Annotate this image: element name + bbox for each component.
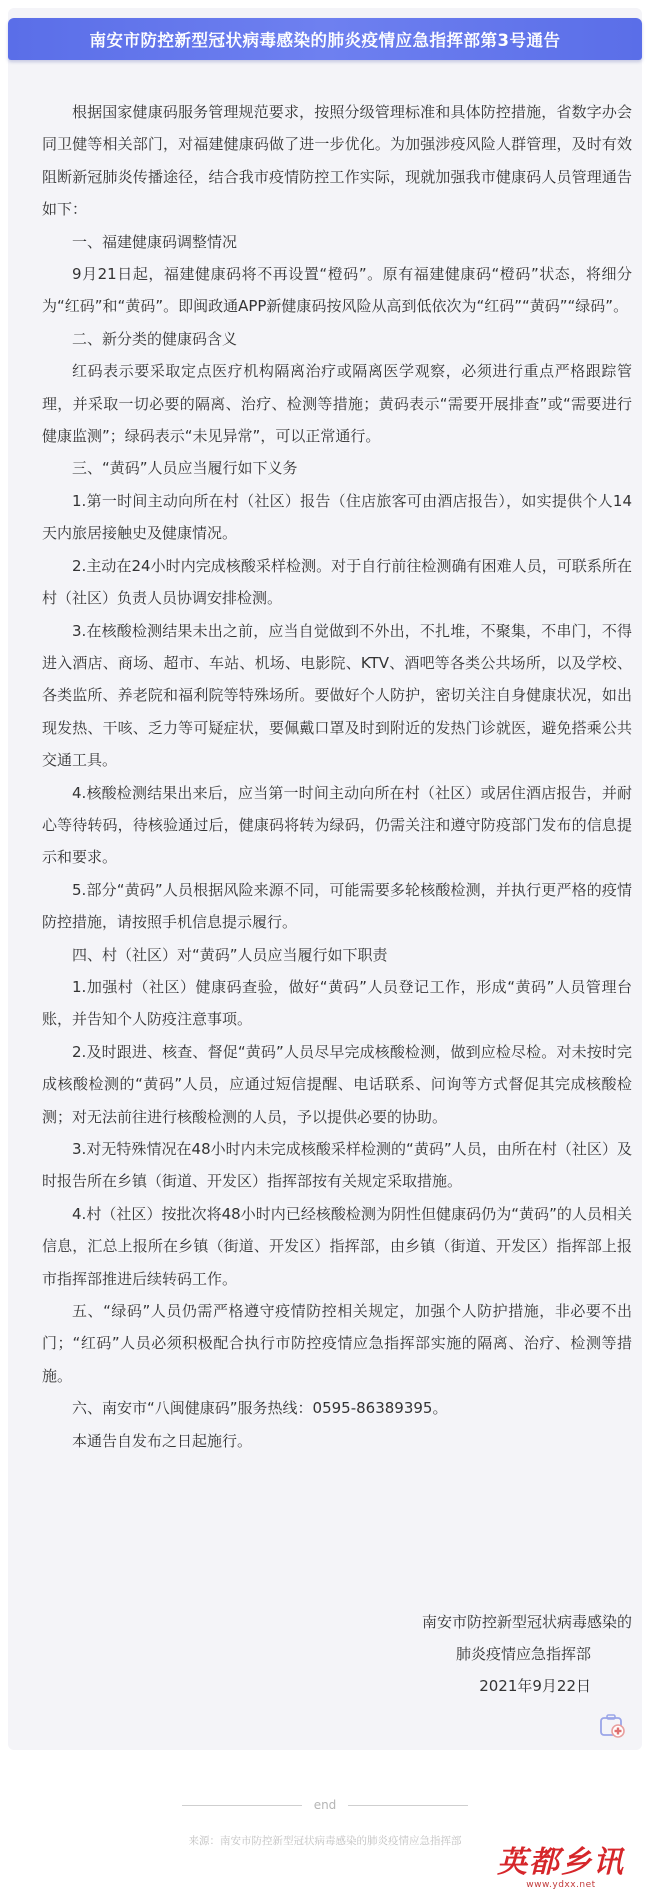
list-item: 3.对无特殊情况在48小时内未完成核酸采样检测的“黄码”人员，由所在村（社区）及时报告所在乡镇（街道、开发区）指挥部按有关规定采取措施。 bbox=[42, 1140, 632, 1191]
section-heading-3: 三、“黄码”人员应当履行如下义务 bbox=[72, 459, 298, 478]
title-banner bbox=[8, 18, 642, 60]
divider-line-right bbox=[348, 1805, 468, 1806]
section-heading-6: 六、南安市“八闽健康码”服务热线：0595-86389395。 bbox=[72, 1399, 448, 1418]
notice-title: 南安市防控新型冠状病毒感染的肺炎疫情应急指挥部第3号通告 bbox=[89, 31, 561, 50]
source-credit: 来源：南安市防控新型冠状病毒感染的肺炎疫情应急指挥部 bbox=[188, 1835, 462, 1847]
paragraph: 红码表示要采取定点医疗机构隔离治疗或隔离医学观察，必须进行重点严格跟踪管理，并采取一切必要的隔离、治疗、检测等措施；黄码表示“需要开展排查”或“需要进行健康监测”；绿码表示“未见异常”，可以正常通行。 bbox=[42, 362, 632, 446]
watermark-logo: 英都乡讯 bbox=[497, 1845, 625, 1880]
list-item: 1.加强村（社区）健康码查验，做好“黄码”人员登记工作，形成“黄码”人员管理台账，并告知个人防疫注意事项。 bbox=[42, 977, 632, 1029]
signature-org-line2: 肺炎疫情应急指挥部 bbox=[455, 1645, 591, 1663]
list-item: 1.第一时间主动向所在村（社区）报告（住店旅客可由酒店报告），如实提供个人14天内旅居接触史及健康情况。 bbox=[42, 491, 632, 543]
paragraph: 9月21日起，福建健康码将不再设置“橙码”。原有福建健康码“橙码”状态，将细分为“红码”和“黄码”。即闽政通APP新健康码按风险从高到低依次为“红码”“黄码”“绿码”。 bbox=[42, 265, 632, 316]
section-heading-2: 二、新分类的健康码含义 bbox=[72, 329, 238, 348]
section-heading-5: 五、“绿码”人员仍需严格遵守疫情防控相关规定，加强个人防护措施，非必要不出门；“红码”人员必须积极配合执行市防控疫情应急指挥部实施的隔离、治疗、检测等措施。 bbox=[42, 1302, 632, 1385]
end-divider bbox=[0, 1795, 650, 1815]
section-heading-1: 一、福建健康码调整情况 bbox=[72, 232, 238, 251]
signature-date: 2021年9月22日 bbox=[479, 1677, 591, 1695]
notice-body bbox=[42, 96, 632, 1457]
medical-kit-icon bbox=[598, 1710, 628, 1740]
section-heading-4: 四、村（社区）对“黄码”人员应当履行如下职责 bbox=[72, 945, 388, 964]
site-watermark bbox=[486, 1846, 636, 1896]
end-label: end bbox=[313, 1798, 337, 1812]
list-item: 4.核酸检测结果出来后，应当第一时间主动向所在村（社区）或居住酒店报告，并耐心等待转码，待核验通过后，健康码将转为绿码，仍需关注和遵守防疫部门发布的信息提示和要求。 bbox=[42, 783, 632, 867]
list-item: 2.主动在24小时内完成核酸采样检测。对于自行前往检测确有困难人员，可联系所在村（社区）负责人员协调安排检测。 bbox=[42, 556, 632, 608]
list-item: 2.及时跟进、核查、督促“黄码”人员尽早完成核酸检测，做到应检尽检。对未按时完成核酸检测的“黄码”人员，应通过短信提醒、电话联系、问询等方式督促其完成核酸检测；对无法前往进行核酸检测的人员，予以提供必要的协助。 bbox=[42, 1042, 632, 1126]
signature-org-line1: 南安市防控新型冠状病毒感染的 bbox=[421, 1613, 632, 1631]
signature-block bbox=[272, 1606, 632, 1702]
closing-line: 本通告自发布之日起施行。 bbox=[72, 1431, 253, 1450]
list-item: 5.部分“黄码”人员根据风险来源不同，可能需要多轮核酸检测，并执行更严格的疫情防控措施，请按照手机信息提示履行。 bbox=[42, 880, 632, 932]
paragraph-intro: 根据国家健康码服务管理规范要求，按照分级管理标准和具体防控措施，省数字办会同卫健等相关部门，对福建健康码做了进一步优化。为加强涉疫风险人群管理，及时有效阻断新冠肺炎传播途径，结合我市疫情防控工作实际，现就加强我市健康码人员管理通告如下： bbox=[42, 103, 632, 219]
list-item: 4.村（社区）按批次将48小时内已经核酸检测为阴性但健康码仍为“黄码”的人员相关信息，汇总上报所在乡镇（街道、开发区）指挥部，由乡镇（街道、开发区）指挥部上报市指挥部推进后续转码工作。 bbox=[42, 1204, 632, 1288]
watermark-url: www.ydxx.net bbox=[526, 1880, 596, 1890]
list-item: 3.在核酸检测结果未出之前，应当自觉做到不外出，不扎堆，不聚集，不串门，不得进入酒店、商场、超市、车站、机场、电影院、KTV、酒吧等各类公共场所，以及学校、各类监所、养老院和福利院等特殊场所。要做好个人防护，密切关注自身健康状况，如出现发热、干咳、乏力等可疑症状，要佩戴口罩及时到附近的发热门诊就医，避免搭乘公共交通工具。 bbox=[42, 621, 632, 770]
divider-line-left bbox=[182, 1805, 302, 1806]
